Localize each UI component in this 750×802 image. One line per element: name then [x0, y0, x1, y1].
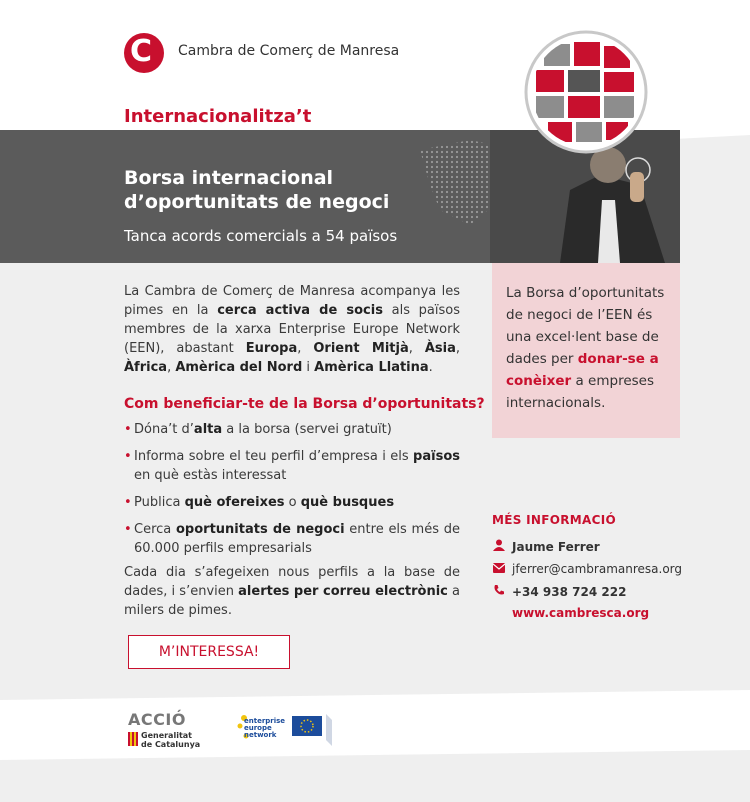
generalitat-flag-icon — [128, 732, 138, 746]
org-name: Cambra de Comerç de Manresa — [178, 43, 400, 59]
contact-phone-row[interactable] — [492, 584, 626, 599]
contact-email[interactable]: jferrer@cambramanresa.org — [512, 562, 682, 576]
hero-title: Borsa internacional d’oportunitats de negoci — [124, 167, 390, 213]
contact-email-row[interactable] — [492, 562, 682, 576]
phone-icon — [492, 584, 506, 599]
contact-phone[interactable]: +34 938 724 222 — [512, 585, 627, 599]
cambra-logo[interactable] — [124, 33, 164, 73]
benefits-title: Com beneficiar-te de la Borsa d’oportunitats? — [124, 396, 485, 412]
intro-paragraph: La Cambra de Comerç de Manresa acompanya les pimes en la cerca activa de socis als països membres de la xarxa Enterprise Europe Network (EEN), abastant Europa, Orient Mitjà, Àsia, Àfrica, Amèrica del Nord i Amèrica Llatina. — [124, 284, 461, 375]
list-item: • Cerca oportunitats de negoci entre els més de 60.000 perfils empresarials — [124, 520, 460, 558]
contact-name-row — [492, 539, 600, 554]
list-item: • Dóna’t d’alta a la borsa (servei gratuït) — [124, 420, 460, 439]
logo-letter: C — [130, 34, 153, 69]
contact-name: Jaume Ferrer — [512, 540, 600, 554]
callout-text: La Borsa d’oportunitats de negoci de l’EEN és una excel·lent base de dades per donar-se a conèixer a empreses internacionals. — [506, 285, 665, 411]
list-item: • Publica què ofereixes o què busques — [124, 493, 460, 512]
accio-logo: ACCIÓ — [128, 710, 186, 729]
list-item: • Informa sobre el teu perfil d’empresa i els països en què estàs interessat — [124, 447, 460, 485]
interest-button[interactable]: M’INTERESSA! — [128, 635, 290, 669]
footer-band — [0, 690, 750, 760]
hero-subtitle: Tanca acords comercials a 54 països — [124, 227, 398, 245]
section-title: Internacionalitza’t — [124, 106, 312, 127]
european-commission-logo — [292, 712, 338, 748]
person-icon — [492, 539, 506, 554]
generalitat-logo: Generalitat de Catalunya — [141, 731, 201, 749]
contact-website[interactable]: www.cambresca.org — [512, 606, 650, 620]
globe-graphic — [524, 30, 648, 154]
benefits-list — [124, 420, 460, 566]
closing-paragraph: Cada dia s’afegeixen nous perfils a la base de dades, i s’envien alertes per correu electrònic a milers de pimes. — [124, 565, 460, 618]
mail-icon — [492, 563, 506, 576]
contact-title: MÉS INFORMACIÓ — [492, 513, 617, 527]
een-logo-text: enterprise europe network — [244, 717, 286, 739]
